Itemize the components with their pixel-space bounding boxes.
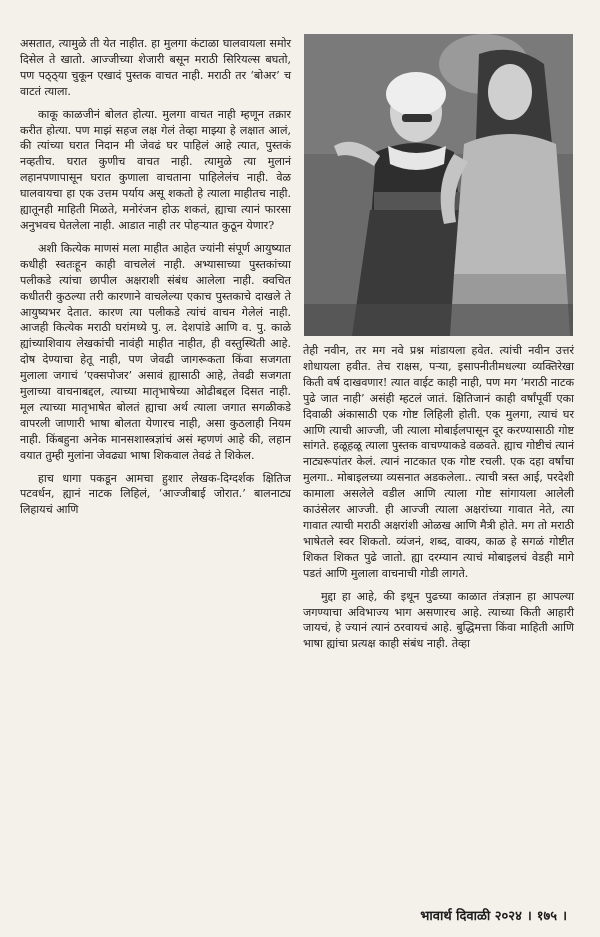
paragraph-4: हाच धागा पकडून आमचा हुशार लेखक-दिग्दर्शक क्षितिज पटवर्धन, ह्यानं नाटक लिहिलं, ‘आज्जीबाई जोरात.’ बालनाट्य लिहायचं आणि — [20, 471, 291, 517]
paragraph-2: काकू काळजीनं बोलत होत्या. मुलगा वाचत नाही म्हणून तक्रार करीत होत्या. पण माझं सहज लक्ष गेलं तेव्हा माझ्या हे लक्षात आलं, की त्यांच्या घरात निदान मी जेवढं घर पाहिलं आहे त्यात, पुस्तकं नव्हतीच. घरात कुणीच वाचत नाही. त्यामुळे त्या मुलानं लहानपणापासून घरात कुणाला वाचताना पाहिलेलंच नाही. वेळ घालवायचा हा एक उत्तम पर्याय असू शकतो हे त्याला माहीतच नाही. ह्यातूनही माहिती मिळते, मनोरंजन होऊ शकतं, ह्याचा त्यानं फारसा अनुभवच घेतलेला नाही. आडात नाही तर पोहऱ्यात कुठून येणार? — [20, 107, 291, 232]
left-text-column — [20, 36, 291, 525]
footer-separator-end: । — [562, 909, 567, 924]
play-scene-photo — [304, 34, 573, 336]
page-footer — [420, 906, 572, 924]
magazine-name: भावार्थ दिवाळी २०२४ — [420, 909, 522, 924]
page-number: १७५ — [536, 909, 558, 924]
paragraph-1: असतात, त्यामुळे ती येत नाहीत. हा मुलगा कंटाळा घालवायला समोर दिसेल ते खातो. आज्जीच्या शेजारी बसून मराठी सिरियल्स बघतो, पण पठ्ठ्या चुकून एखादं पुस्तक वाचत नाही. मराठी तर ‘बोअर’ च वाटतं त्याला. — [20, 37, 291, 98]
photo-illustration — [304, 34, 573, 336]
paragraph-3: अशी कित्येक माणसं मला माहीत आहेत ज्यांनी संपूर्ण आयुष्यात कधीही स्वतःहून काही वाचलेलं नाही. अभ्यासाच्या पुस्तकांच्या पलीकडे त्यांचा छापील अक्षराशी संबंध आलेला नाही. क्वचित कधीतरी कुठल्या तरी कारणाने वाचलेल्या एकाच पुस्तकाचे दाखले ते आयुष्यभर देतात. कारण त्या पलीकडे त्यांचं वाचन गेलेलं नाही. आजही कित्येक मराठी घरांमध्ये पु. ल. देशपांडे आणि व. पु. काळे ह्यांच्याशिवाय लेखकांची नावंही माहीत नाहीत, ही वस्तुस्थिती आहे. दोष देण्याचा हेतू नाही, पण जेवढी जागरूकता किंवा सजगता मुलाला जगाचं ‘एक्सपोजर’ असावं ह्यासाठी आहे, तेवढी सजगता मुलाच्या वाचनाबद्दल, त्याच्या मातृभाषेच्या ओढीबद्दल दिसत नाही. मूल त्याच्या मातृभाषेत बोलतं ह्याचा अर्थ त्याला जगात सगळीकडे वापरली जाणारी भाषा बोलता येणारच नाही, असा कुठलाही नियम नाही. किंबहुना अनेक मानसशास्त्रज्ञांचं असं म्हणणं आहे की, लहान वयात तुम्ही मुलांना जेवढ्या भाषा शिकवाल तेवढं ते शिकेल. — [20, 241, 291, 462]
paragraph-5: तेही नवीन, तर मग नवे प्रश्न मांडायला हवेत. त्यांची नवीन उत्तरं शोधायला हवीत. तेच राक्षस, पऱ्या, इसापनीतीमधल्या व्यक्तिरेखा किती वर्ष दाखवणार! त्यात वाईट काही नाही, पण मग ‘मराठी नाटक पुढे जात नाही’ असंही म्हटलं जातं. क्षितिजानं काही वर्षांपूर्वी एका दिवाळी अंकासाठी एक गोष्ट लिहिली होती. एक मुलगा, त्याचं घर आणि त्याची आज्जी, जी त्याला मोबाईलपासून दूर करण्यासाठी गोष्ट सांगते. हळूहळू त्याला पुस्तक वाचण्याकडे वळवते. ह्याच गोष्टीचं त्यानं नाट्यरूपांतर केलं. त्यानं नाटकात एक गोष्ट रचली. एक दहा वर्षांचा मुलगा.. मोबाइलच्या व्यसनात अडकलेला.. त्याची त्रस्त आई, परदेशी कामाला असलेले वडील आणि त्याला गोष्ट सांगायला आलेली काउंसेलर आज्जी. ही आज्जी त्याला अक्षरांच्या गावात नेते, त्या गावात त्याची मराठी अक्षरांशी ओळख आणि मैत्री होते. मग तो मराठी भाषेतले स्वर शिकतो. व्यंजनं, शब्द, वाक्य, काळ हे सगळं गोष्टीत शिकत शिकत पुढे जातो. ह्या दरम्यान त्याचं मोबाइलचं वेडही मागे पडतं आणि मुलाला वाचनाची गोडी लागते. — [303, 344, 574, 580]
footer-separator: । — [526, 909, 532, 924]
paragraph-6: मुद्दा हा आहे, की इथून पुढच्या काळात तंत्रज्ञान हा आपल्या जगण्याचा अविभाज्य भाग असणारच आहे. त्याच्या किती आहारी जायचं, हे ज्यानं त्यानं ठरवायचं आहे. बुद्धिमत्ता किंवा माहिती आणि भाषा ह्यांचा प्रत्यक्ष काही संबंध नाही. तेव्हा — [303, 589, 574, 651]
right-text-column — [303, 343, 574, 659]
